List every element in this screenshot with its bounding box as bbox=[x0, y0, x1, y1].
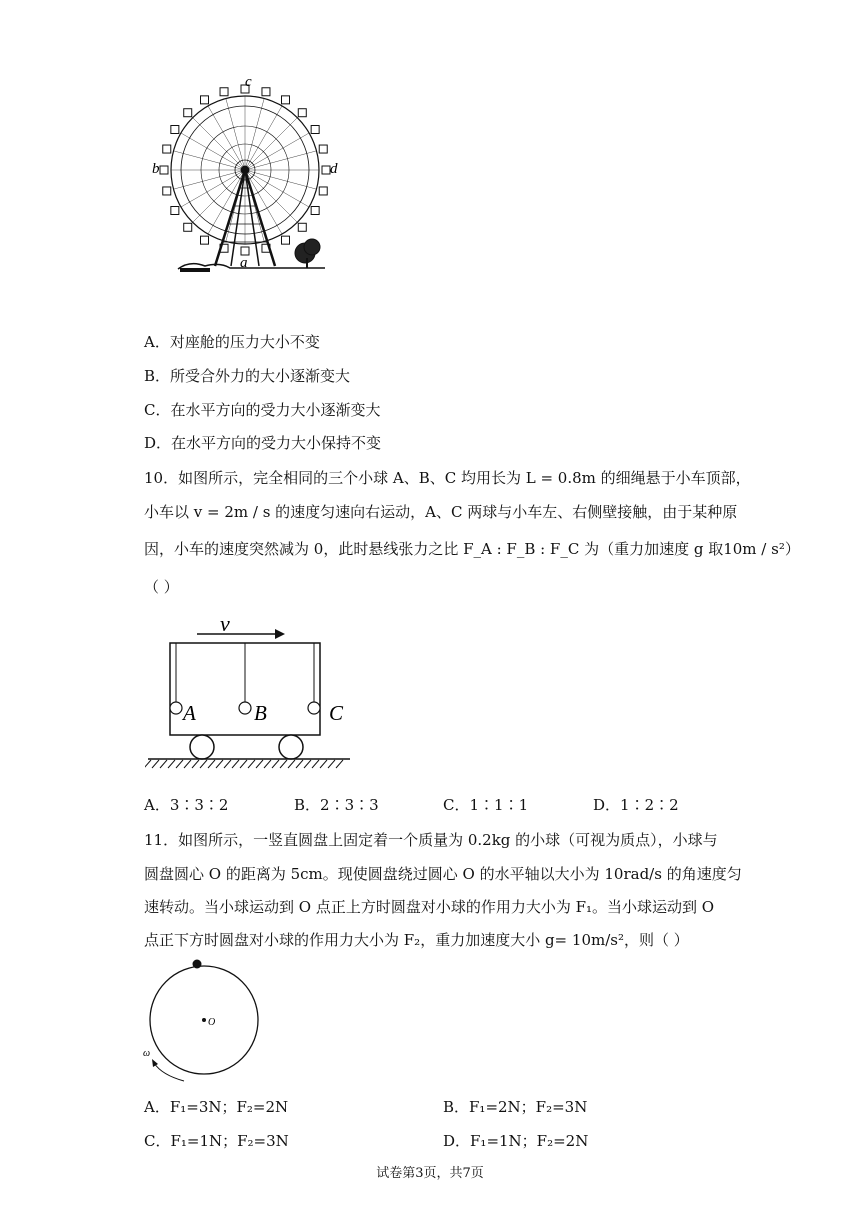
q10-option-b: B．2∶3∶3 bbox=[294, 796, 379, 814]
disk-figure bbox=[138, 955, 268, 1085]
q11-line-2: 圆盘圆心 O 的距离为 5cm。现使圆盘绕过圆心 O 的水平轴以大小为 10rad/s 的角速度匀 bbox=[144, 865, 742, 883]
q10-line-1: 10．如图所示，完全相同的三个小球 A、B、C 均用长为 L = 0.8m 的细绳悬于小车顶部， bbox=[144, 469, 751, 487]
gondola bbox=[163, 145, 171, 153]
q10-line-3: 因，小车的速度突然减为 0，此时悬线张力之比 F_A : F_B : F_C 为（重力加速度 g 取10m / s²） bbox=[144, 540, 800, 558]
q11-option-c: C．F₁=1N；F₂=3N bbox=[144, 1132, 289, 1150]
q10-line-4: （ ） bbox=[144, 578, 179, 596]
q11-line-3: 速转动。当小球运动到 O 点正上方时圆盘对小球的作用力大小为 F₁。当小球运动到 O bbox=[144, 898, 715, 916]
ball-b bbox=[239, 702, 251, 714]
label-ball-a: A bbox=[183, 701, 196, 725]
gondola bbox=[282, 236, 290, 244]
gondola bbox=[311, 207, 319, 215]
gondola bbox=[262, 88, 270, 96]
q11-line-4: 点正下方时圆盘对小球的作用力大小为 F₂，重力加速度大小 g= 10m/s²，则（ ） bbox=[144, 931, 689, 949]
q10-line-2: 小车以 v = 2m / s 的速度匀速向右运动，A、C 两球与小车左、右侧壁接触，由于某种原 bbox=[144, 503, 738, 521]
gondola bbox=[298, 109, 306, 117]
ball-c bbox=[308, 702, 320, 714]
gondola bbox=[160, 166, 168, 174]
gondola bbox=[220, 88, 228, 96]
label-o: O bbox=[208, 1017, 216, 1028]
q11-option-b: B．F₁=2N；F₂=3N bbox=[443, 1098, 588, 1116]
q9-option-b: B．所受合外力的大小逐渐变大 bbox=[144, 367, 351, 385]
q10-option-d: D．1∶2∶2 bbox=[593, 796, 679, 814]
label-omega: ω bbox=[143, 1048, 151, 1059]
q9-option-d: D．在水平方向的受力大小保持不变 bbox=[144, 434, 382, 452]
q11-line-1: 11．如图所示，一竖直圆盘上固定着一个质量为 0.2kg 的小球（可视为质点），小球与 bbox=[144, 831, 718, 849]
label-ball-b: B bbox=[254, 701, 267, 725]
ball-a bbox=[170, 702, 182, 714]
q11-option-a: A．F₁=3N；F₂=2N bbox=[144, 1098, 289, 1116]
gondola bbox=[171, 126, 179, 134]
gondola bbox=[241, 247, 249, 255]
label-d: d bbox=[330, 161, 338, 177]
q10-option-a: A．3∶3∶2 bbox=[144, 796, 229, 814]
q9-option-a: A．对座舱的压力大小不变 bbox=[144, 333, 320, 351]
gondola bbox=[163, 187, 171, 195]
label-a: a bbox=[240, 255, 248, 271]
page-footer: 试卷第3页，共7页 bbox=[376, 1166, 484, 1181]
center-dot bbox=[202, 1018, 206, 1022]
cart-figure bbox=[145, 610, 375, 775]
gondola bbox=[319, 145, 327, 153]
ferris-wheel-figure bbox=[150, 70, 350, 275]
label-c: c bbox=[245, 74, 252, 90]
gondola bbox=[319, 187, 327, 195]
q9-option-c: C．在水平方向的受力大小逐渐变大 bbox=[144, 401, 381, 419]
gondola bbox=[201, 236, 209, 244]
gondola bbox=[322, 166, 330, 174]
gondola bbox=[298, 223, 306, 231]
label-ball-c: C bbox=[329, 701, 344, 725]
velocity-label: v bbox=[220, 611, 230, 636]
gondola bbox=[201, 96, 209, 104]
gondola bbox=[184, 109, 192, 117]
gondola bbox=[311, 126, 319, 134]
q11-option-d: D．F₁=1N；F₂=2N bbox=[443, 1132, 589, 1150]
label-b: b bbox=[152, 161, 160, 177]
gondola bbox=[282, 96, 290, 104]
gondola bbox=[171, 207, 179, 215]
gondola bbox=[184, 223, 192, 231]
small-ball bbox=[193, 960, 202, 969]
q10-option-c: C．1∶1∶1 bbox=[443, 796, 529, 814]
